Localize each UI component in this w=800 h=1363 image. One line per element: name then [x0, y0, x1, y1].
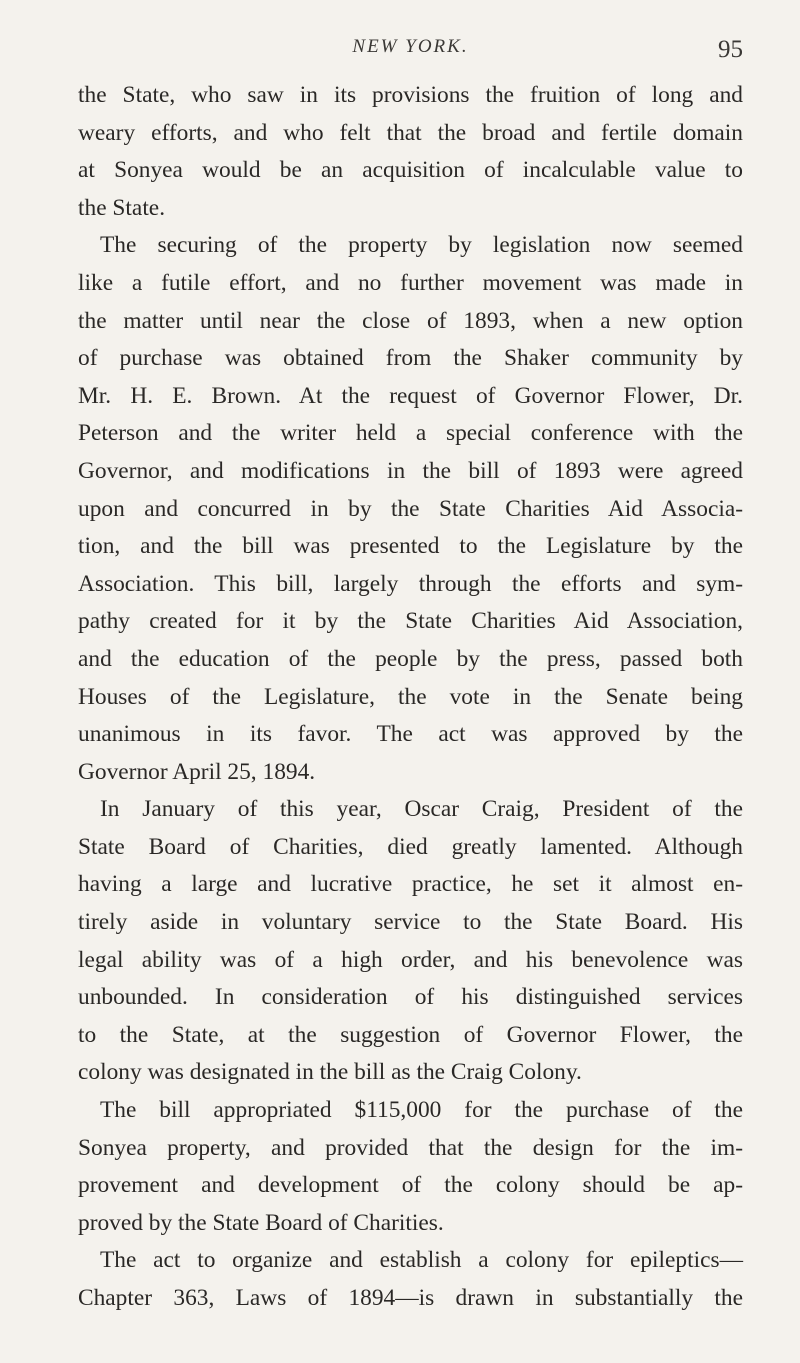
text-line: tion, and the bill was presented to the Legislature by the [78, 533, 743, 560]
text-line: Peterson and the writer held a special conference with the [78, 420, 743, 447]
text-line: pathy created for it by the State Charities Aid Association, [78, 608, 743, 635]
text-line: Chapter 363, Laws of 1894—is drawn in substantially the [78, 1285, 743, 1311]
running-title: NEW YORK. [352, 36, 469, 57]
running-head [78, 36, 743, 72]
text-line: colony was designated in the bill as the Craig Colony. [78, 1059, 582, 1086]
text-line: State Board of Charities, died greatly lamented. Although [78, 833, 743, 860]
text-line: Governor, and modifications in the bill of 1893 were agreed [78, 457, 743, 484]
text-line: and the education of the people by the press, passed both [78, 645, 743, 672]
text-line: the State, who saw in its provisions the fruition of long and [78, 82, 743, 108]
text-line: Houses of the Legislature, the vote in the Senate being [78, 683, 743, 710]
page-number: 95 [718, 36, 743, 63]
text-line: proved by the State Board of Charities. [78, 1209, 444, 1236]
text-line: the matter until near the close of 1893, when a new option [78, 307, 743, 334]
text-line: to the State, at the suggestion of Governor Flower, the [78, 1021, 743, 1048]
text-line: The bill appropriated $115,000 for the purchase of the [100, 1097, 743, 1124]
text-line: The securing of the property by legislation now seemed [100, 232, 743, 259]
text-line: unbounded. In consideration of his distinguished services [78, 984, 743, 1011]
text-line: having a large and lucrative practice, he set it almost en- [78, 871, 743, 898]
text-line: Sonyea property, and provided that the design for the im- [78, 1134, 743, 1161]
text-line: unanimous in its favor. The act was approved by the [78, 721, 743, 748]
text-line: weary efforts, and who felt that the broad and fertile domain [78, 119, 743, 146]
text-line: like a futile effort, and no further movement was made in [78, 269, 743, 296]
text-line: Governor April 25, 1894. [78, 758, 316, 785]
text-line: tirely aside in voluntary service to the State Board. His [78, 909, 743, 936]
text-line: Mr. H. E. Brown. At the request of Governor Flower, Dr. [78, 382, 743, 409]
body-text [78, 77, 743, 1318]
text-line: legal ability was of a high order, and his benevolence was [78, 946, 743, 973]
text-line: The act to organize and establish a colony for epileptics— [100, 1247, 743, 1274]
text-line: provement and development of the colony should be ap- [78, 1172, 743, 1199]
text-line: upon and concurred in by the State Charities Aid Associa- [78, 495, 743, 522]
text-line: at Sonyea would be an acquisition of incalculable value to [78, 157, 743, 184]
text-line: the State. [78, 194, 166, 221]
text-line: In January of this year, Oscar Craig, President of the [100, 796, 743, 823]
text-line: Association. This bill, largely through the efforts and sym- [78, 570, 743, 597]
text-line: of purchase was obtained from the Shaker community by [78, 345, 743, 372]
